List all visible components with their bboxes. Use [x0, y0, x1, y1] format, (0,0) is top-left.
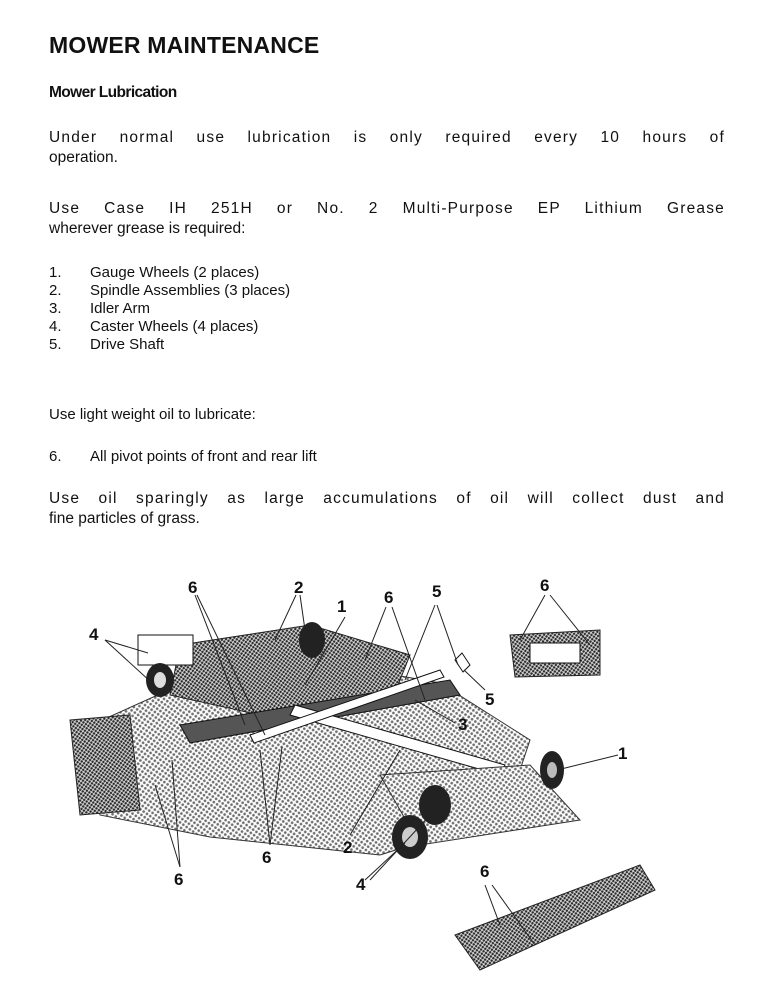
list-item	[49, 448, 317, 466]
list-item	[49, 318, 290, 336]
callout-2-a: 2	[294, 578, 304, 597]
item-text: Gauge Wheels (2 places)	[90, 264, 260, 281]
list-item	[49, 336, 290, 354]
sparingly-line-1: Use oil sparingly as large accumulations of oil will collect dust and	[49, 490, 725, 507]
left-side-panel	[70, 715, 140, 815]
list-item	[49, 264, 290, 282]
sparingly-paragraph	[49, 489, 725, 529]
page-title: MOWER MAINTENANCE	[49, 32, 320, 58]
oil-points-list	[49, 448, 317, 466]
oil-paragraph: Use light weight oil to lubricate:	[49, 406, 256, 423]
interval-line-2: operation.	[49, 149, 118, 166]
callout-6-a: 6	[188, 578, 198, 597]
sparingly-line-2: fine particles of grass.	[49, 510, 200, 527]
callout-5-b: 5	[485, 690, 495, 709]
item-number: 4.	[49, 318, 62, 335]
callout-1-a: 1	[337, 597, 347, 616]
item-text: Spindle Assemblies (3 places)	[90, 282, 291, 299]
callout-3: 3	[458, 715, 468, 734]
section-heading: Mower Lubrication	[49, 84, 177, 101]
grease-paragraph	[49, 199, 725, 239]
grease-line-2: wherever grease is required:	[49, 220, 246, 237]
callout-1-b: 1	[618, 744, 628, 763]
interval-paragraph	[49, 128, 725, 168]
callout-4-b: 4	[356, 875, 366, 894]
callout-6-c: 6	[540, 576, 550, 595]
item-text: Caster Wheels (4 places)	[90, 318, 259, 335]
callout-4-a: 4	[89, 625, 99, 644]
callout-5-a: 5	[432, 582, 442, 601]
callout-6-e: 6	[174, 870, 184, 889]
item-number: 5.	[49, 336, 62, 353]
callout-6-b: 6	[384, 588, 394, 607]
gauge-wheel-right	[540, 751, 564, 789]
item-text: Idler Arm	[90, 300, 151, 317]
callout-6-d: 6	[262, 848, 272, 867]
grease-line-1: Use Case IH 251H or No. 2 Multi-Purpose EP Lithium Grease	[49, 200, 725, 217]
item-number: 1.	[49, 264, 62, 281]
list-item	[49, 300, 290, 318]
item-number: 3.	[49, 300, 62, 317]
detail-lift-bracket	[510, 630, 600, 677]
interval-line-1: Under normal use lubrication is only required every 10 hours of	[49, 129, 725, 146]
gauge-wheel-top	[299, 622, 325, 658]
callout-2-b: 2	[343, 838, 353, 857]
item-text: Drive Shaft	[90, 336, 165, 353]
callout-6-f: 6	[480, 862, 490, 881]
grease-points-list	[49, 264, 290, 354]
mower-lubrication-diagram	[60, 565, 680, 985]
item-text: All pivot points of front and rear lift	[90, 448, 317, 465]
item-number: 2.	[49, 282, 62, 299]
list-item	[49, 282, 290, 300]
item-number: 6.	[49, 448, 62, 465]
